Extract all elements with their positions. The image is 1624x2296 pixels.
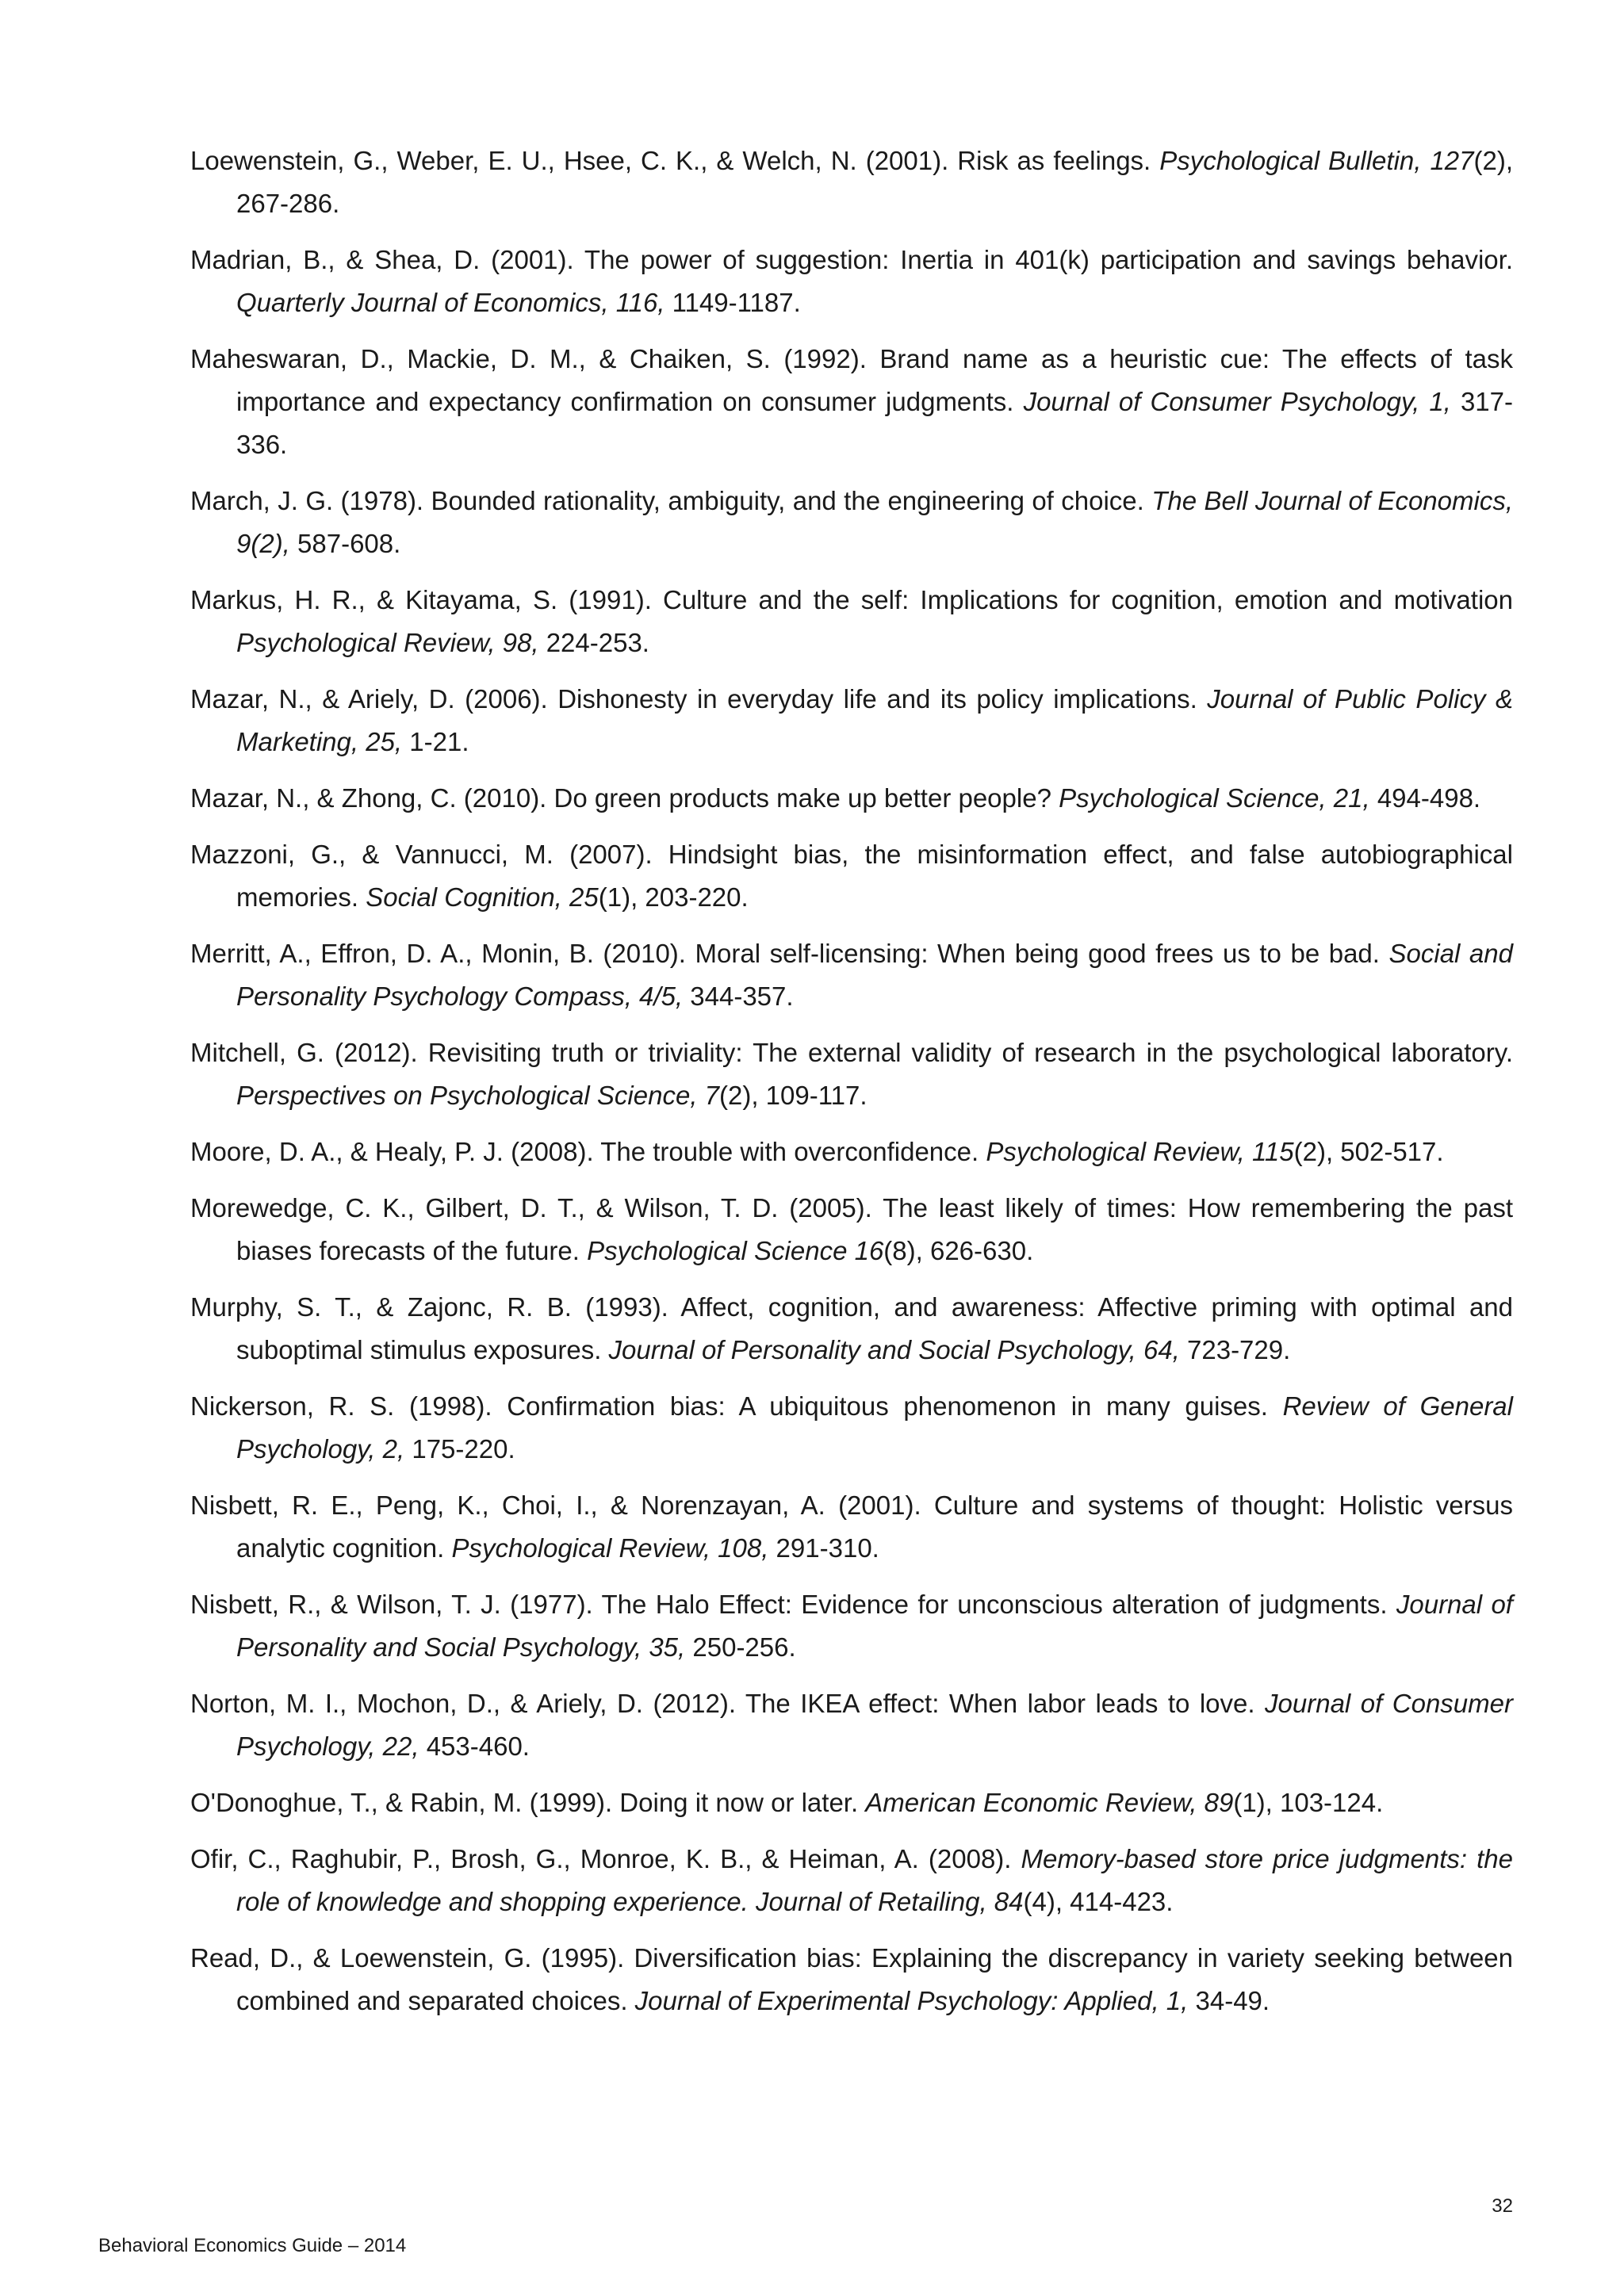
reference-text: Nisbett, R. E., Peng, K., Choi, I., & Norenzayan, A. (2001). Culture and systems of thought: Holistic versus analytic cognition.: [190, 1490, 1513, 1563]
reference-source: Social Cognition, 25: [366, 882, 599, 912]
reference-text: Ofir, C., Raghubir, P., Brosh, G., Monroe, K. B., & Heiman, A. (2008).: [190, 1844, 1021, 1873]
reference-entry: [190, 1583, 1513, 1669]
reference-text: (2), 109-117.: [719, 1081, 868, 1110]
reference-text: 317-336.: [236, 387, 1513, 459]
reference-entry: [190, 678, 1513, 763]
reference-text: 1149-1187.: [665, 288, 801, 317]
reference-text: 723-729.: [1179, 1335, 1291, 1364]
reference-source: Review of General Psychology, 2,: [236, 1391, 1513, 1464]
page-number: 32: [1492, 2195, 1513, 2217]
reference-source: Journal of Personality and Social Psychology, 35,: [236, 1590, 1513, 1662]
reference-entry: [190, 1781, 1513, 1824]
reference-text: (4), 414-423.: [1023, 1887, 1174, 1916]
reference-text: (8), 626-630.: [883, 1236, 1034, 1265]
reference-entry: [190, 1484, 1513, 1570]
reference-entry: [190, 1131, 1513, 1173]
reference-source: Psychological Bulletin, 127: [1159, 146, 1474, 175]
reference-source: Journal of Consumer Psychology, 1,: [1023, 387, 1451, 416]
reference-text: Nisbett, R., & Wilson, T. J. (1977). The Halo Effect: Evidence for unconscious alteration of judgments.: [190, 1590, 1396, 1619]
reference-text: Read, D., & Loewenstein, G. (1995). Diversification bias: Explaining the discrepancy in variety seeking between combined and separated choices.: [190, 1943, 1513, 2015]
reference-entry: [190, 1187, 1513, 1272]
reference-text: Mazzoni, G., & Vannucci, M. (2007). Hindsight bias, the misinformation effect, and false autobiographical memories.: [190, 840, 1513, 912]
reference-source: Psychological Review, 115: [986, 1137, 1294, 1166]
reference-text: Markus, H. R., & Kitayama, S. (1991). Culture and the self: Implications for cognition, emotion and motivation: [190, 585, 1513, 614]
reference-entry: [190, 140, 1513, 225]
reference-text: 34-49.: [1188, 1986, 1270, 2015]
reference-source: Memory-based store price judgments: the role of knowledge and shopping experience. Journal of Retailing, 84: [236, 1844, 1513, 1916]
reference-entry: [190, 932, 1513, 1018]
footer-title: Behavioral Economics Guide – 2014: [98, 2235, 407, 2256]
reference-text: March, J. G. (1978). Bounded rationality, ambiguity, and the engineering of choice.: [190, 486, 1152, 515]
reference-source: Psychological Science, 21,: [1059, 783, 1370, 813]
reference-source: Perspectives on Psychological Science, 7: [236, 1081, 719, 1110]
reference-text: (2), 502-517.: [1293, 1137, 1444, 1166]
reference-entry: [190, 1937, 1513, 2022]
reference-text: Mazar, N., & Zhong, C. (2010). Do green products make up better people?: [190, 783, 1059, 813]
reference-list: [190, 140, 1513, 2036]
reference-entry: [190, 1838, 1513, 1923]
reference-text: 1-21.: [402, 727, 469, 756]
reference-source: Psychological Science 16: [587, 1236, 884, 1265]
reference-source: Quarterly Journal of Economics, 116,: [236, 288, 665, 317]
reference-text: 224-253.: [538, 628, 649, 657]
reference-entry: [190, 777, 1513, 820]
reference-source: The Bell Journal of Economics, 9(2),: [236, 486, 1513, 558]
reference-text: 175-220.: [404, 1434, 515, 1464]
reference-entry: [190, 1031, 1513, 1117]
reference-text: Nickerson, R. S. (1998). Confirmation bias: A ubiquitous phenomenon in many guises.: [190, 1391, 1283, 1421]
reference-text: Merritt, A., Effron, D. A., Monin, B. (2010). Moral self-licensing: When being good frees us to be bad.: [190, 939, 1389, 968]
reference-entry: [190, 1385, 1513, 1471]
reference-entry: [190, 579, 1513, 664]
reference-text: Murphy, S. T., & Zajonc, R. B. (1993). Affect, cognition, and awareness: Affective priming with optimal and suboptimal stimulus exposures.: [190, 1292, 1513, 1364]
reference-text: Mitchell, G. (2012). Revisiting truth or triviality: The external validity of research in the psychological laboratory.: [190, 1038, 1513, 1067]
reference-text: 291-310.: [768, 1533, 879, 1563]
reference-text: 344-357.: [683, 982, 794, 1011]
reference-text: Mazar, N., & Ariely, D. (2006). Dishonesty in everyday life and its policy implications.: [190, 684, 1208, 714]
reference-entry: [190, 338, 1513, 466]
reference-entry: [190, 1286, 1513, 1372]
reference-entry: [190, 239, 1513, 324]
reference-text: Morewedge, C. K., Gilbert, D. T., & Wilson, T. D. (2005). The least likely of times: How remembering the past biases forecasts of the future.: [190, 1193, 1513, 1265]
reference-source: Journal of Consumer Psychology, 22,: [236, 1689, 1513, 1761]
reference-text: Moore, D. A., & Healy, P. J. (2008). The trouble with overconfidence.: [190, 1137, 986, 1166]
reference-text: 494-498.: [1369, 783, 1481, 813]
reference-source: Journal of Experimental Psychology: Applied, 1,: [634, 1986, 1189, 2015]
reference-text: (1), 203-220.: [598, 882, 749, 912]
reference-text: Norton, M. I., Mochon, D., & Ariely, D. (2012). The IKEA effect: When labor leads to love.: [190, 1689, 1266, 1718]
reference-source: Journal of Personality and Social Psychology, 64,: [608, 1335, 1180, 1364]
reference-source: American Economic Review, 89: [865, 1788, 1234, 1817]
reference-text: 587-608.: [289, 529, 401, 558]
reference-entry: [190, 833, 1513, 919]
reference-source: Psychological Review, 108,: [451, 1533, 769, 1563]
reference-text: O'Donoghue, T., & Rabin, M. (1999). Doing it now or later.: [190, 1788, 866, 1817]
reference-text: (1), 103-124.: [1233, 1788, 1384, 1817]
reference-source: Psychological Review, 98,: [236, 628, 539, 657]
reference-text: Maheswaran, D., Mackie, D. M., & Chaiken, S. (1992). Brand name as a heuristic cue: The effects of task importance and expectancy confirmation on consumer judgments.: [190, 344, 1513, 416]
reference-source: Social and Personality Psychology Compass, 4/5,: [236, 939, 1513, 1011]
reference-text: Loewenstein, G., Weber, E. U., Hsee, C. K., & Welch, N. (2001). Risk as feelings.: [190, 146, 1160, 175]
reference-source: Journal of Public Policy & Marketing, 25,: [236, 684, 1513, 756]
reference-text: 453-460.: [419, 1732, 530, 1761]
reference-text: (2), 267-286.: [236, 146, 1514, 218]
reference-text: 250-256.: [685, 1632, 796, 1662]
reference-entry: [190, 1682, 1513, 1768]
reference-entry: [190, 480, 1513, 565]
reference-text: Madrian, B., & Shea, D. (2001). The power of suggestion: Inertia in 401(k) participation and savings behavior.: [190, 245, 1513, 274]
